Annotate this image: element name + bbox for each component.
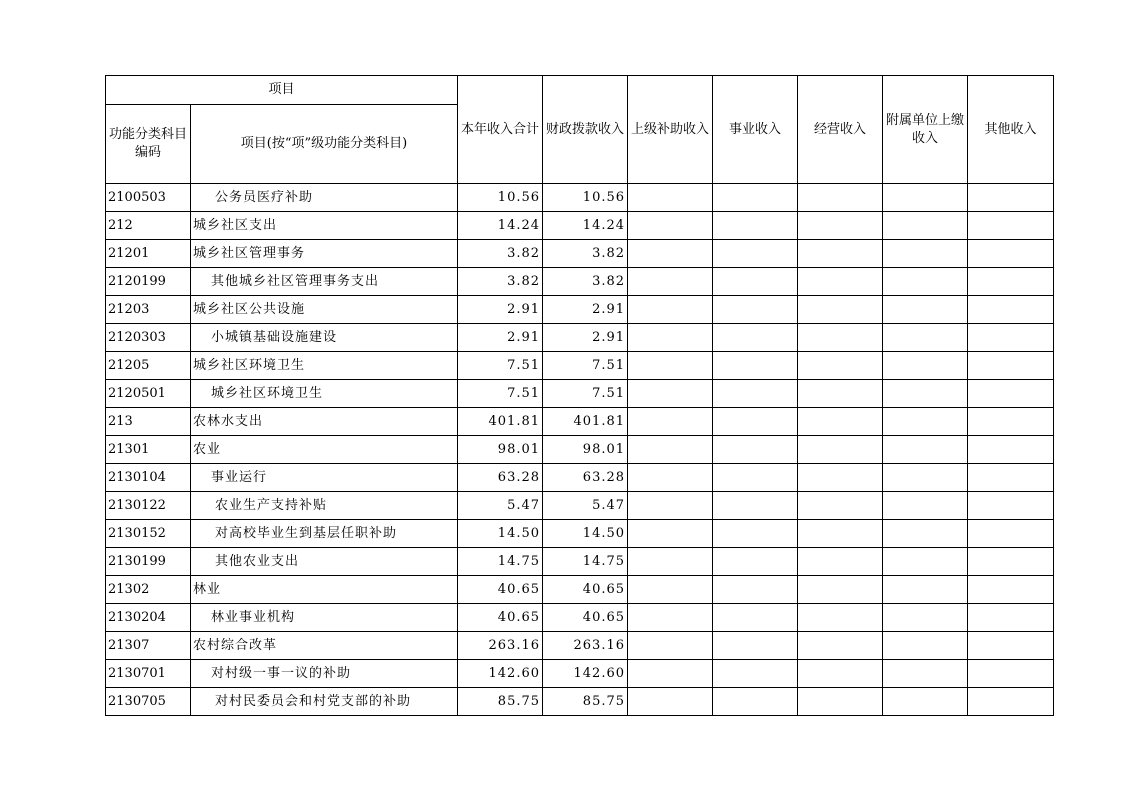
table-row <box>106 212 1054 240</box>
row-affiliate <box>883 296 968 324</box>
row-affiliate <box>883 352 968 380</box>
row-total: 7.51 <box>458 352 543 380</box>
row-superior <box>628 212 713 240</box>
row-total: 3.82 <box>458 240 543 268</box>
row-superior <box>628 464 713 492</box>
row-name: 城乡社区支出 <box>191 212 458 240</box>
row-total: 142.60 <box>458 660 543 688</box>
row-code: 21307 <box>106 632 191 660</box>
table-row <box>106 632 1054 660</box>
row-superior <box>628 240 713 268</box>
row-fiscal: 142.60 <box>543 660 628 688</box>
row-other <box>968 352 1054 380</box>
row-name: 林业事业机构 <box>191 604 458 632</box>
table-header <box>106 76 1054 184</box>
col-header-operating: 经营收入 <box>798 76 883 184</box>
row-business <box>713 660 798 688</box>
row-superior <box>628 632 713 660</box>
row-fiscal: 2.91 <box>543 324 628 352</box>
row-total: 14.50 <box>458 520 543 548</box>
row-operating <box>798 548 883 576</box>
row-business <box>713 408 798 436</box>
row-fiscal: 7.51 <box>543 352 628 380</box>
row-superior <box>628 688 713 716</box>
row-fiscal: 14.50 <box>543 520 628 548</box>
row-fiscal: 3.82 <box>543 240 628 268</box>
table-row <box>106 408 1054 436</box>
row-operating <box>798 212 883 240</box>
row-code: 2120303 <box>106 324 191 352</box>
row-operating <box>798 688 883 716</box>
row-business <box>713 604 798 632</box>
table-row <box>106 548 1054 576</box>
row-affiliate <box>883 688 968 716</box>
row-code: 2130204 <box>106 604 191 632</box>
row-other <box>968 240 1054 268</box>
row-fiscal: 14.24 <box>543 212 628 240</box>
row-operating <box>798 492 883 520</box>
row-total: 2.91 <box>458 324 543 352</box>
row-business <box>713 184 798 212</box>
table-row <box>106 520 1054 548</box>
row-total: 40.65 <box>458 604 543 632</box>
income-table <box>105 75 1054 716</box>
row-business <box>713 548 798 576</box>
table-row <box>106 296 1054 324</box>
row-fiscal: 2.91 <box>543 296 628 324</box>
col-header-fiscal: 财政拨款收入 <box>543 76 628 184</box>
row-code: 21301 <box>106 436 191 464</box>
row-affiliate <box>883 492 968 520</box>
row-other <box>968 632 1054 660</box>
row-operating <box>798 520 883 548</box>
col-header-other: 其他收入 <box>968 76 1054 184</box>
row-fiscal: 3.82 <box>543 268 628 296</box>
row-superior <box>628 408 713 436</box>
row-other <box>968 492 1054 520</box>
row-name: 其他城乡社区管理事务支出 <box>191 268 458 296</box>
row-code: 2130152 <box>106 520 191 548</box>
row-other <box>968 324 1054 352</box>
col-header-affiliate: 附属单位上缴收入 <box>883 76 968 184</box>
table-row <box>106 576 1054 604</box>
row-business <box>713 380 798 408</box>
row-name: 对村民委员会和村党支部的补助 <box>191 688 458 716</box>
row-affiliate <box>883 632 968 660</box>
row-name: 林业 <box>191 576 458 604</box>
row-affiliate <box>883 240 968 268</box>
row-affiliate <box>883 408 968 436</box>
row-other <box>968 212 1054 240</box>
row-name: 农村综合改革 <box>191 632 458 660</box>
row-total: 14.24 <box>458 212 543 240</box>
row-superior <box>628 436 713 464</box>
row-business <box>713 324 798 352</box>
row-code: 21205 <box>106 352 191 380</box>
row-fiscal: 85.75 <box>543 688 628 716</box>
row-code: 2130701 <box>106 660 191 688</box>
row-operating <box>798 324 883 352</box>
row-affiliate <box>883 324 968 352</box>
row-other <box>968 464 1054 492</box>
row-code: 21302 <box>106 576 191 604</box>
row-superior <box>628 492 713 520</box>
row-superior <box>628 324 713 352</box>
row-affiliate <box>883 520 968 548</box>
row-name: 小城镇基础设施建设 <box>191 324 458 352</box>
row-operating <box>798 296 883 324</box>
table-body <box>106 184 1054 716</box>
col-header-superior: 上级补助收入 <box>628 76 713 184</box>
row-code: 21201 <box>106 240 191 268</box>
row-superior <box>628 380 713 408</box>
row-affiliate <box>883 212 968 240</box>
row-total: 10.56 <box>458 184 543 212</box>
row-fiscal: 14.75 <box>543 548 628 576</box>
row-total: 7.51 <box>458 380 543 408</box>
row-fiscal: 40.65 <box>543 604 628 632</box>
row-fiscal: 263.16 <box>543 632 628 660</box>
row-total: 40.65 <box>458 576 543 604</box>
row-other <box>968 576 1054 604</box>
row-code: 213 <box>106 408 191 436</box>
row-business <box>713 492 798 520</box>
row-superior <box>628 184 713 212</box>
row-superior <box>628 548 713 576</box>
row-business <box>713 576 798 604</box>
row-business <box>713 520 798 548</box>
row-business <box>713 352 798 380</box>
project-header: 项目 <box>106 76 458 105</box>
row-total: 401.81 <box>458 408 543 436</box>
row-fiscal: 7.51 <box>543 380 628 408</box>
row-other <box>968 548 1054 576</box>
row-other <box>968 296 1054 324</box>
row-operating <box>798 464 883 492</box>
row-name: 其他农业支出 <box>191 548 458 576</box>
row-code: 2120501 <box>106 380 191 408</box>
row-other <box>968 688 1054 716</box>
row-name: 农林水支出 <box>191 408 458 436</box>
row-code: 2130122 <box>106 492 191 520</box>
row-name: 城乡社区环境卫生 <box>191 352 458 380</box>
table-row <box>106 436 1054 464</box>
row-affiliate <box>883 604 968 632</box>
row-total: 98.01 <box>458 436 543 464</box>
table-row <box>106 324 1054 352</box>
row-superior <box>628 352 713 380</box>
table-row <box>106 464 1054 492</box>
row-code: 2100503 <box>106 184 191 212</box>
row-operating <box>798 240 883 268</box>
row-name: 事业运行 <box>191 464 458 492</box>
row-name: 城乡社区环境卫生 <box>191 380 458 408</box>
row-business <box>713 212 798 240</box>
col-header-total: 本年收入合计 <box>458 76 543 184</box>
row-code: 2120199 <box>106 268 191 296</box>
row-name: 对村级一事一议的补助 <box>191 660 458 688</box>
row-business <box>713 268 798 296</box>
row-operating <box>798 184 883 212</box>
row-name: 城乡社区公共设施 <box>191 296 458 324</box>
row-name: 公务员医疗补助 <box>191 184 458 212</box>
row-operating <box>798 352 883 380</box>
row-business <box>713 688 798 716</box>
row-business <box>713 240 798 268</box>
row-operating <box>798 380 883 408</box>
row-total: 3.82 <box>458 268 543 296</box>
row-affiliate <box>883 548 968 576</box>
row-affiliate <box>883 436 968 464</box>
table-row <box>106 184 1054 212</box>
row-affiliate <box>883 268 968 296</box>
row-operating <box>798 660 883 688</box>
row-operating <box>798 576 883 604</box>
row-business <box>713 464 798 492</box>
row-total: 5.47 <box>458 492 543 520</box>
row-affiliate <box>883 576 968 604</box>
row-other <box>968 436 1054 464</box>
row-total: 63.28 <box>458 464 543 492</box>
row-superior <box>628 576 713 604</box>
row-other <box>968 268 1054 296</box>
row-total: 263.16 <box>458 632 543 660</box>
row-operating <box>798 408 883 436</box>
row-name: 农业生产支持补贴 <box>191 492 458 520</box>
row-superior <box>628 268 713 296</box>
row-affiliate <box>883 660 968 688</box>
table-row <box>106 688 1054 716</box>
row-fiscal: 5.47 <box>543 492 628 520</box>
row-operating <box>798 632 883 660</box>
table-row <box>106 380 1054 408</box>
row-code: 2130199 <box>106 548 191 576</box>
row-affiliate <box>883 380 968 408</box>
row-other <box>968 660 1054 688</box>
row-other <box>968 520 1054 548</box>
row-other <box>968 604 1054 632</box>
row-affiliate <box>883 184 968 212</box>
table-row <box>106 660 1054 688</box>
row-fiscal: 401.81 <box>543 408 628 436</box>
row-superior <box>628 660 713 688</box>
row-other <box>968 380 1054 408</box>
row-other <box>968 184 1054 212</box>
row-code: 212 <box>106 212 191 240</box>
code-header: 功能分类科目编码 <box>106 105 191 184</box>
row-operating <box>798 604 883 632</box>
row-affiliate <box>883 464 968 492</box>
row-fiscal: 40.65 <box>543 576 628 604</box>
table-row <box>106 268 1054 296</box>
row-total: 85.75 <box>458 688 543 716</box>
table-row <box>106 240 1054 268</box>
row-business <box>713 436 798 464</box>
row-code: 2130104 <box>106 464 191 492</box>
table-row <box>106 352 1054 380</box>
table-row <box>106 604 1054 632</box>
row-name: 农业 <box>191 436 458 464</box>
row-other <box>968 408 1054 436</box>
row-name: 对高校毕业生到基层任职补助 <box>191 520 458 548</box>
row-fiscal: 98.01 <box>543 436 628 464</box>
row-name: 城乡社区管理事务 <box>191 240 458 268</box>
row-business <box>713 296 798 324</box>
row-code: 2130705 <box>106 688 191 716</box>
table-row <box>106 492 1054 520</box>
row-fiscal: 10.56 <box>543 184 628 212</box>
row-superior <box>628 296 713 324</box>
row-business <box>713 632 798 660</box>
col-header-business: 事业收入 <box>713 76 798 184</box>
row-superior <box>628 520 713 548</box>
row-total: 2.91 <box>458 296 543 324</box>
row-fiscal: 63.28 <box>543 464 628 492</box>
row-superior <box>628 604 713 632</box>
row-code: 21203 <box>106 296 191 324</box>
row-operating <box>798 268 883 296</box>
row-total: 14.75 <box>458 548 543 576</box>
row-operating <box>798 436 883 464</box>
name-header: 项目(按“项”级功能分类科目) <box>191 105 458 184</box>
